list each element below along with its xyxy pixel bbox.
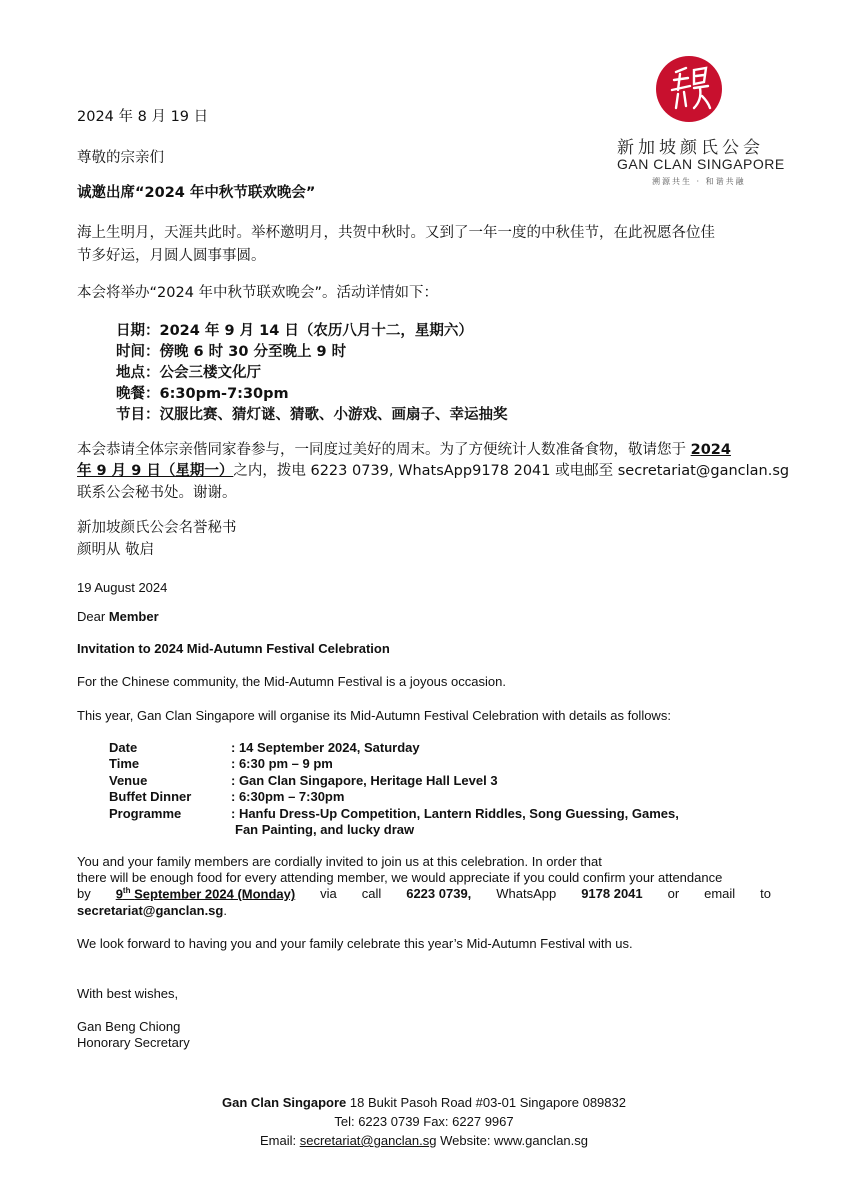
zh-para3-line2 [77,459,789,480]
en-dear: Dear [77,609,106,624]
zh-sign-name: 颜明从 敬启 [77,542,155,558]
en-detail-value: : 6:30pm – 7:30pm [231,789,345,804]
word: by [77,886,91,901]
word: email [704,886,736,901]
en-para2: This year, Gan Clan Singapore will organise its Mid-Autumn Festival Celebration with details as follows: [77,708,671,723]
zh-rsvp-date: 年 9 月 9 日（星期一） [77,463,234,479]
footer-org: Gan Clan Singapore [222,1095,347,1110]
en-rsvp-date [116,886,296,901]
en-subject: Invitation to 2024 Mid-Autumn Festival Celebration [77,641,390,656]
zh-rsvp-contact: 之内，拨电 6223 0739, WhatsApp9178 2041 或电邮至 secretariat@ganclan.sg [233,463,790,479]
en-para3-line2: there will be enough food for every attending member, we would appreciate if you could confirm your attendance [77,870,723,885]
en-detail-value: : 6:30 pm – 9 pm [231,756,333,771]
word: or [667,886,680,901]
zh-salutation: 尊敬的宗亲们 [77,150,164,166]
zh-subject: 诚邀出席“2024 年中秋节联欢晚会” [77,185,316,201]
en-detail-value: : 14 September 2024, Saturday [231,740,420,755]
zh-para1-line2: 节多好运，月圆人圆事事圆。 [77,248,266,264]
en-signer-title: Honorary Secretary [77,1035,190,1050]
zh-date: 2024 年 8 月 19 日 [77,109,209,125]
footer-website: Website: www.ganclan.sg [436,1133,588,1148]
en-closing: With best wishes, [77,986,179,1001]
en-detail-label: Buffet Dinner [109,789,192,804]
zh-para1-line1: 海上生明月，天涯共此时。举杯邀明月，共贺中秋时。又到了一年一度的中秋佳节，在此祝愿各位佳 [77,225,715,241]
en-detail-value: : Hanfu Dress-Up Competition, Lantern Riddles, Song Guessing, Games, [231,806,679,821]
word: via [320,886,337,901]
en-detail-label: Programme [109,806,182,821]
zh-para3-text: 本会恭请全体宗亲偕同家眷参与，一同度过美好的周末。为了方便统计人数准备食物，敬请您于 [77,442,686,458]
zh-sign-org: 新加坡颜氏公会名誉秘书 [77,520,237,536]
zh-detail-time: 时间：傍晚 6 时 30 分至晚上 9 时 [116,344,347,360]
en-detail-label: Time [109,756,140,771]
en-para4: We look forward to having you and your family celebrate this year’s Mid-Autumn Festival with us. [77,936,633,951]
letterhead-name-zh: 新加坡颜氏公会 [617,138,764,158]
zh-para2: 本会将举办“2024 年中秋节联欢晚会”。活动详情如下： [77,285,439,301]
footer-contact [0,1133,848,1148]
en-email[interactable]: secretariat@ganclan.sg [77,903,224,918]
zh-rsvp-year: 2024 [690,442,731,458]
en-detail-label: Date [109,740,138,755]
footer-address-text: 18 Bukit Pasoh Road #03-01 Singapore 089832 [346,1095,626,1110]
en-whatsapp: 9178 2041 [581,886,643,901]
rsvp-month: September 2024 (Monday) [134,886,296,902]
zh-detail-programme: 节目：汉服比赛、猜灯谜、猜歌、小游戏、画扇子、幸运抽奖 [116,407,508,423]
letterhead-tagline: 溯源共生 · 和谐共融 [652,177,746,186]
en-detail-value: : Gan Clan Singapore, Heritage Hall Level 3 [231,773,498,788]
zh-detail-date: 日期：2024 年 9 月 14 日（农历八月十二，星期六） [116,323,473,339]
en-para1: For the Chinese community, the Mid-Autumn Festival is a joyous occasion. [77,674,506,689]
word: call [361,886,382,901]
rsvp-day: 9 [115,886,123,902]
word: WhatsApp [496,886,557,901]
en-para3-line4: secretariat@ganclan.sg. [77,903,227,918]
en-para3-line3 [77,886,771,901]
en-detail-label: Venue [109,773,148,788]
en-salutation [77,609,159,624]
zh-detail-dinner: 晚餐：6:30pm-7:30pm [116,386,289,402]
letterhead-name-en: GAN CLAN SINGAPORE [617,156,785,172]
word: to [760,886,771,901]
rsvp-ordinal: th [122,886,131,895]
footer-email-link[interactable]: secretariat@ganclan.sg [299,1133,437,1148]
en-phone: 6223 0739, [406,886,472,901]
en-signer: Gan Beng Chiong [77,1019,181,1034]
zh-para3-line1 [77,438,731,459]
en-para3-line1: You and your family members are cordially invited to join us at this celebration. In order that [77,854,602,869]
zh-para3-line3: 联系公会秘书处。谢谢。 [77,485,237,501]
en-programme-cont: Fan Painting, and lucky draw [235,822,415,837]
logo-glyph-icon [656,56,722,122]
zh-detail-venue: 地点：公会三楼文化厅 [116,365,261,381]
en-dear-member: Member [108,609,159,624]
footer-email-label: Email: [259,1133,300,1148]
en-date: 19 August 2024 [77,580,168,595]
footer-address [0,1095,848,1110]
clan-logo [656,56,722,122]
footer-tel: Tel: 6223 0739 Fax: 6227 9967 [334,1114,514,1129]
